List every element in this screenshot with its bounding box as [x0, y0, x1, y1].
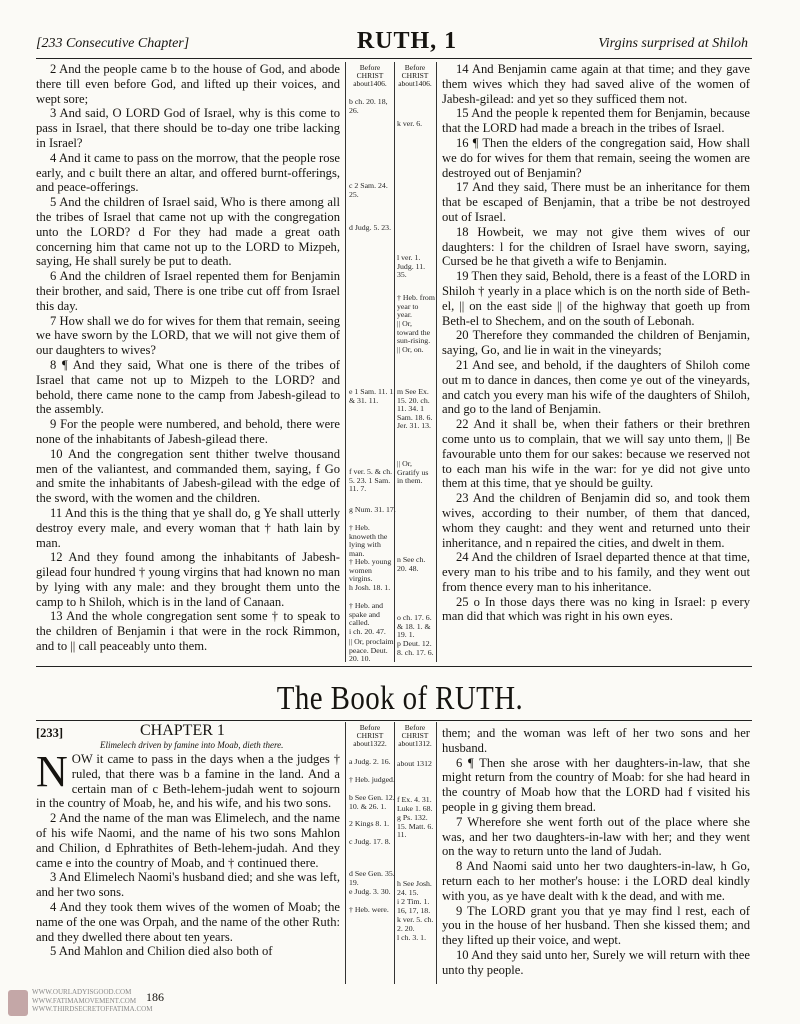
- verse: 25 o In those days there was no king in Israel: p every man did that which was right in his own eyes.: [442, 594, 750, 624]
- verse: 9 The LORD grant you that ye may find l rest, each of you in the house of her husband. Then she kissed them; and they lifted up their voice, and wept.: [442, 903, 750, 948]
- margin-note: f ver. 5. & ch. 5. 23. 1 Sam. 11. 7.: [349, 467, 393, 494]
- chapter-summary: Elimelech driven by famine into Moab, dieth there.: [100, 740, 284, 750]
- margin-note: g Ps. 132. 15. Matt. 6. 11.: [397, 813, 434, 840]
- verse: 17 And they said, There must be an inheritance for them that be escaped of Benjamin, that a tribe be not destroyed out of Israel.: [442, 180, 750, 224]
- margin-note: f Ex. 4. 31. Luke 1. 68.: [397, 795, 433, 813]
- margin-date-head: Before CHRIST about1406.: [398, 63, 432, 88]
- margin-note: a Judg. 2. 16.: [349, 757, 391, 766]
- top-left-column: [36, 62, 340, 654]
- bottom-right-margin-notes: [397, 722, 437, 984]
- margin-note: 2 Kings 8. 1.: [349, 819, 390, 828]
- verse: 20 Therefore they commanded the children of Benjamin, saying, Go, and lie in wait in the vineyards;: [442, 328, 750, 358]
- page-number: 186: [146, 990, 164, 1004]
- margin-date-head: Before CHRIST about1406.: [353, 63, 387, 88]
- margin-note: † Heb. were.: [349, 905, 389, 914]
- bottom-left-margin-notes: [349, 722, 395, 984]
- margin-note: † Heb. and spake and called.: [349, 601, 383, 628]
- verse: 16 ¶ Then the elders of the congregation said, How shall we do for wives for them that remain, seeing the women are destroyed out of Benjamin?: [442, 135, 750, 180]
- site-logo: [8, 990, 28, 1016]
- margin-rule: [345, 722, 346, 984]
- margin-note: i 2 Tim. 1. 16, 17, 18.: [397, 897, 431, 915]
- margin-note: c Judg. 17. 8.: [349, 837, 391, 846]
- verse: 5 And Mahlon and Chilion died also both of: [50, 944, 273, 959]
- margin-note: about 1312: [397, 759, 432, 768]
- footer-url[interactable]: WWW.OURLADYISGOOD.COM: [32, 988, 132, 996]
- bottom-left-column: [36, 747, 340, 959]
- margin-note: b See Gen. 12. 10. & 26. 1.: [349, 793, 395, 811]
- section-rule: [36, 666, 752, 667]
- verse: them; and the woman was left of her two sons and her husband.: [442, 726, 750, 755]
- margin-date-head: Before CHRIST about1312.: [398, 723, 432, 748]
- bottom-right-column: [442, 726, 750, 978]
- margin-note: † Heb. from year to year.: [397, 293, 435, 320]
- top-left-margin-notes: [349, 62, 395, 662]
- margin-note: || Or, proclaim peace. Deut. 20. 10.: [349, 637, 394, 664]
- verse: 3 And said, O LORD God of Israel, why is this come to pass in Israel, that there should be to-day one tribe lacking in Israel?: [36, 106, 340, 150]
- margin-note: b ch. 20. 18, 26.: [349, 97, 388, 115]
- verse: 8 And Naomi said unto her two daughters-in-law, h Go, return each to her mother's house: i the LORD deal kindly with you, as ye have dealt with k the dead, and with me.: [442, 859, 750, 903]
- verse: 5 And the children of Israel said, Who is there among all the tribes of Israel that came not up with the congregation unto the LORD? d For they had made a great oath concerning him that came not up to the LORD to Mizpeh, saying, He shall surely be put to death.: [36, 195, 340, 269]
- margin-rule: [345, 62, 346, 662]
- verse: 6 And the children of Israel repented them for Benjamin their brother, and said, There is one tribe cut off from Israel this day.: [36, 269, 340, 313]
- header-consecutive-chapter: [233 Consecutive Chapter]: [36, 36, 190, 51]
- verse: 9 For the people were numbered, and behold, there were none of the inhabitants of Jabesh-gilead there.: [36, 417, 340, 446]
- verse: 2 And the people came b to the house of God, and abode there till even before God, and lifted up their voices, and wept sore;: [36, 62, 340, 106]
- margin-note: i ch. 20. 47.: [349, 627, 386, 636]
- verse: 11 And this is the thing that ye shall do, g Ye shall utterly destroy every male, and every woman that † hath lain by man.: [36, 505, 340, 550]
- chapter-consecutive-number: [233]: [36, 726, 64, 740]
- verse: 3 And Elimelech Naomi's husband died; and she was left, and her two sons.: [36, 870, 340, 900]
- book-title: The Book of RUTH.: [276, 680, 524, 717]
- verse: 18 Howbeit, we may not give them wives of our daughters: l for the children of Israel have sworn, saying, Cursed be he that giveth a wife to Benjamin.: [442, 224, 750, 269]
- verse: 15 And the people k repented them for Benjamin, because that the LORD had made a breach in the tribes of Israel.: [442, 106, 750, 136]
- header-book-chapter: RUTH, 1: [356, 28, 458, 54]
- margin-note: e 1 Sam. 11. 1. & 31. 11.: [349, 387, 396, 405]
- margin-note: k ver. 6.: [397, 119, 423, 128]
- drop-cap: N: [36, 747, 68, 796]
- margin-note: o ch. 17. 6. & 18. 1. & 19. 1.: [397, 613, 432, 640]
- margin-note: † Heb. judged.: [349, 775, 395, 784]
- footer-url[interactable]: WWW.THIRDSECRETOFFATIMA.COM: [32, 1005, 153, 1013]
- verse: 12 And they found among the inhabitants of Jabesh-gilead four hundred † young virgins that had known no man by lying with any male: and they brought them unto the camp to h Shiloh, which is in the land of Canaan.: [36, 550, 340, 609]
- margin-note: || Or, on.: [397, 345, 424, 354]
- verse: 24 And the children of Israel departed thence at that time, every man to his tribe and to his family, and they went out from thence every man to his inheritance.: [442, 550, 750, 594]
- margin-note: g Num. 31. 17.: [349, 505, 396, 514]
- verse: 10 And they said unto her, Surely we will return with thee unto thy people.: [442, 947, 750, 977]
- top-right-margin-notes: [397, 62, 437, 662]
- chapter-heading: CHAPTER 1: [140, 722, 225, 739]
- verse: 7 Wherefore she went forth out of the place where she was, and her two daughters-in-law with her; and they went on the way to return unto the land of Judah.: [442, 814, 750, 859]
- verse: 21 And see, and behold, if the daughters of Shiloh come out m to dance in dances, then come ye out of the vineyards, and catch you every man his wife of the daughters of Shiloh, and go to the land of Benjamin.: [442, 357, 750, 417]
- margin-note: c 2 Sam. 24. 25.: [349, 181, 388, 199]
- header-rule: [36, 58, 752, 59]
- margin-note: h Josh. 18. 1.: [349, 583, 391, 592]
- header-topic: Virgins surprised at Shiloh: [598, 36, 748, 51]
- verse: 13 And the whole congregation sent some † to speak to the children of Benjamin i that were in the rock Rimmon, and to || call peaceably unto them.: [36, 609, 340, 654]
- margin-note: d See Gen. 35. 19.: [349, 869, 395, 887]
- verse: 8 ¶ And they said, What one is there of the tribes of Israel that came not up to Mizpeh to the LORD? and behold, there came none to the camp from Jabesh-gilead to the assembly.: [36, 357, 340, 417]
- margin-note: e Judg. 3. 30.: [349, 887, 391, 896]
- margin-note: m See Ex. 15. 20. ch. 11. 34. 1 Sam. 18. 6. Jer. 31. 13.: [397, 387, 433, 431]
- margin-date-head: Before CHRIST about1322.: [353, 723, 387, 748]
- margin-note: || Or, toward the sun-rising.: [397, 319, 431, 346]
- margin-note: || Or, Gratify us in them.: [397, 459, 429, 486]
- section-rule: [36, 720, 752, 721]
- verse: 19 Then they said, Behold, there is a feast of the LORD in Shiloh † yearly in a place which is on the north side of Beth-el, || on the east side || of the highway that goeth up from Beth-el to Shechem, and on the south of Lebonah.: [442, 269, 750, 328]
- footer-url[interactable]: WWW.FATIMAMOVEMENT.COM: [32, 996, 137, 1005]
- verse: 2 And the name of the man was Elimelech, and the name of his wife Naomi, and the name of his two sons Mahlon and Chilion, d Ephrathites of Beth-lehem-judah. And they came e into the country of Moab, and † continued there.: [36, 811, 340, 870]
- verse-1: [36, 747, 340, 811]
- top-right-column: [442, 62, 750, 624]
- verse: 22 And it shall be, when their fathers or their brethren come unto us to complain, that we will say unto them, || Be favourable unto them for our sakes: because we reserved not to each man his wife in the war: for ye did not give unto them at this time, that ye should be guilty.: [442, 417, 750, 491]
- verse: 14 And Benjamin came again at that time; and they gave them wives which they had saved alive of the women of Jabesh-gilead: and yet so they sufficed them not.: [442, 62, 750, 106]
- margin-note: k ver. 5. ch. 2. 20.: [397, 915, 434, 933]
- verse: 23 And the children of Benjamin did so, and took them wives, according to their number, of them that danced, whom they caught: and they went and returned unto their inheritance, and n repaired the cities, and dwelt in them.: [442, 491, 750, 550]
- verse: 4 And they took them wives of the women of Moab; the name of the one was Orpah, and the name of the other Ruth: and they dwelled there about ten years.: [36, 899, 340, 944]
- margin-note: h See Josh. 24. 15.: [397, 879, 432, 897]
- verse: 4 And it came to pass on the morrow, that the people rose early, and c built there an altar, and offered burnt-offerings, and peace-offerings.: [36, 150, 340, 195]
- margin-note: n See ch. 20. 48.: [397, 555, 426, 573]
- verse: 10 And the congregation sent thither twelve thousand men of the valiantest, and commanded them, saying, f Go and smite the inhabitants of Jabesh-gilead with the edge of the sword, with the women and the children.: [36, 446, 340, 506]
- verse: 7 How shall we do for wives for them that remain, seeing we have sworn by the LORD, that we will not give them of our daughters to wives?: [36, 313, 340, 358]
- verse-1-text: OW it came to pass in the days when a the judges † ruled, that there was b a famine in the land. And a certain man of c Beth-lehem-judah went to sojourn in the country of Moab, he, and his wife, and his two sons.: [36, 752, 340, 811]
- margin-note: d Judg. 5. 23.: [349, 223, 392, 232]
- margin-note: l ch. 3. 1.: [397, 933, 427, 942]
- margin-note: p Deut. 12. 8. ch. 17. 6.: [397, 639, 434, 657]
- margin-note: † Heb. young women virgins.: [349, 557, 392, 584]
- margin-note: l ver. 1. Judg. 11. 35.: [397, 253, 426, 280]
- verse: 6 ¶ Then she arose with her daughters-in-law, that she might return from the country of Moab: for she had heard in the country of Moab how that the LORD had f visited his people in g giving them bread.: [442, 755, 750, 814]
- margin-note: † Heb. knoweth the lying with man.: [349, 523, 388, 558]
